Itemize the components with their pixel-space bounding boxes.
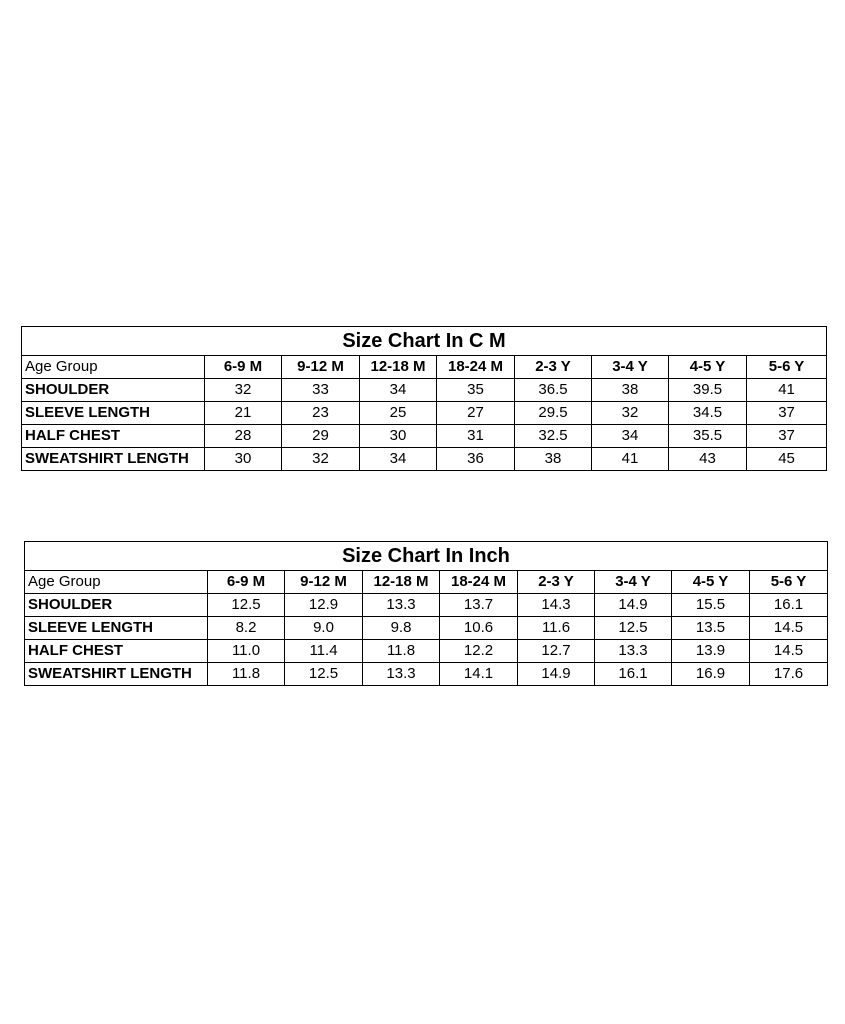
table-cell: 12.5: [595, 617, 672, 640]
table-cell: 14.1: [440, 663, 518, 686]
table-row: [22, 425, 827, 448]
table-cell: 12.9: [285, 594, 363, 617]
table-row: [25, 640, 828, 663]
row-label: SLEEVE LENGTH: [25, 617, 208, 640]
row-label: SHOULDER: [25, 594, 208, 617]
table-cell: 11.8: [363, 640, 440, 663]
column-header: 9-12 M: [282, 356, 360, 379]
table-row: [25, 594, 828, 617]
table-cell: 35.5: [669, 425, 747, 448]
table-cell: 14.3: [518, 594, 595, 617]
table-cell: 12.5: [208, 594, 285, 617]
table-cell: 41: [747, 379, 827, 402]
table-cell: 9.0: [285, 617, 363, 640]
table-cell: 13.3: [595, 640, 672, 663]
column-header: 6-9 M: [208, 571, 285, 594]
table-cell: 32: [592, 402, 669, 425]
table-cell: 27: [437, 402, 515, 425]
table-cell: 29.5: [515, 402, 592, 425]
row-label: SHOULDER: [22, 379, 205, 402]
column-header: 18-24 M: [437, 356, 515, 379]
size-chart-cm-table: [21, 326, 827, 471]
size-chart-inch-title: Size Chart In Inch: [25, 542, 828, 571]
table-cell: 13.7: [440, 594, 518, 617]
table-cell: 14.5: [750, 617, 828, 640]
column-header: 2-3 Y: [518, 571, 595, 594]
table-cell: 39.5: [669, 379, 747, 402]
table-cell: 12.2: [440, 640, 518, 663]
row-label: SWEATSHIRT LENGTH: [22, 448, 205, 471]
column-header: 3-4 Y: [595, 571, 672, 594]
table-cell: 45: [747, 448, 827, 471]
table-cell: 17.6: [750, 663, 828, 686]
row-label: HALF CHEST: [25, 640, 208, 663]
table-cell: 11.8: [208, 663, 285, 686]
table-cell: 30: [205, 448, 282, 471]
table-cell: 13.3: [363, 594, 440, 617]
table-cell: 11.0: [208, 640, 285, 663]
table-cell: 21: [205, 402, 282, 425]
table-cell: 34.5: [669, 402, 747, 425]
table-cell: 35: [437, 379, 515, 402]
table-cell: 37: [747, 425, 827, 448]
table-row: [22, 379, 827, 402]
table-cell: 28: [205, 425, 282, 448]
table-cell: 37: [747, 402, 827, 425]
column-header: 2-3 Y: [515, 356, 592, 379]
table-cell: 33: [282, 379, 360, 402]
table-row: [22, 402, 827, 425]
table-cell: 13.3: [363, 663, 440, 686]
table-cell: 29: [282, 425, 360, 448]
table-cell: 32: [205, 379, 282, 402]
table-row: [22, 448, 827, 471]
column-header: 12-18 M: [360, 356, 437, 379]
age-group-header: Age Group: [25, 571, 208, 594]
table-cell: 23: [282, 402, 360, 425]
row-label: SWEATSHIRT LENGTH: [25, 663, 208, 686]
row-label: HALF CHEST: [22, 425, 205, 448]
table-cell: 13.9: [672, 640, 750, 663]
column-header: 4-5 Y: [672, 571, 750, 594]
table-cell: 34: [360, 448, 437, 471]
column-header: 5-6 Y: [750, 571, 828, 594]
table-cell: 10.6: [440, 617, 518, 640]
table-cell: 32.5: [515, 425, 592, 448]
table-cell: 36.5: [515, 379, 592, 402]
table-row: [25, 617, 828, 640]
table-cell: 34: [360, 379, 437, 402]
table-cell: 12.7: [518, 640, 595, 663]
table-cell: 34: [592, 425, 669, 448]
age-group-header: Age Group: [22, 356, 205, 379]
column-header: 9-12 M: [285, 571, 363, 594]
size-chart-cm-title: Size Chart In C M: [22, 327, 827, 356]
column-header: 4-5 Y: [669, 356, 747, 379]
table-cell: 25: [360, 402, 437, 425]
table-cell: 36: [437, 448, 515, 471]
table-cell: 38: [592, 379, 669, 402]
table-cell: 16.1: [750, 594, 828, 617]
table-cell: 11.6: [518, 617, 595, 640]
table-cell: 30: [360, 425, 437, 448]
column-header: 3-4 Y: [592, 356, 669, 379]
table-cell: 32: [282, 448, 360, 471]
row-label: SLEEVE LENGTH: [22, 402, 205, 425]
table-cell: 11.4: [285, 640, 363, 663]
table-cell: 43: [669, 448, 747, 471]
table-cell: 16.1: [595, 663, 672, 686]
table-row: [25, 663, 828, 686]
table-cell: 16.9: [672, 663, 750, 686]
column-header: 12-18 M: [363, 571, 440, 594]
table-cell: 14.5: [750, 640, 828, 663]
column-header: 5-6 Y: [747, 356, 827, 379]
table-cell: 8.2: [208, 617, 285, 640]
table-cell: 13.5: [672, 617, 750, 640]
table-cell: 14.9: [518, 663, 595, 686]
table-cell: 38: [515, 448, 592, 471]
table-cell: 14.9: [595, 594, 672, 617]
size-chart-inch-table: [24, 541, 828, 686]
column-header: 18-24 M: [440, 571, 518, 594]
table-cell: 31: [437, 425, 515, 448]
column-header: 6-9 M: [205, 356, 282, 379]
table-cell: 12.5: [285, 663, 363, 686]
table-cell: 9.8: [363, 617, 440, 640]
table-cell: 41: [592, 448, 669, 471]
table-cell: 15.5: [672, 594, 750, 617]
